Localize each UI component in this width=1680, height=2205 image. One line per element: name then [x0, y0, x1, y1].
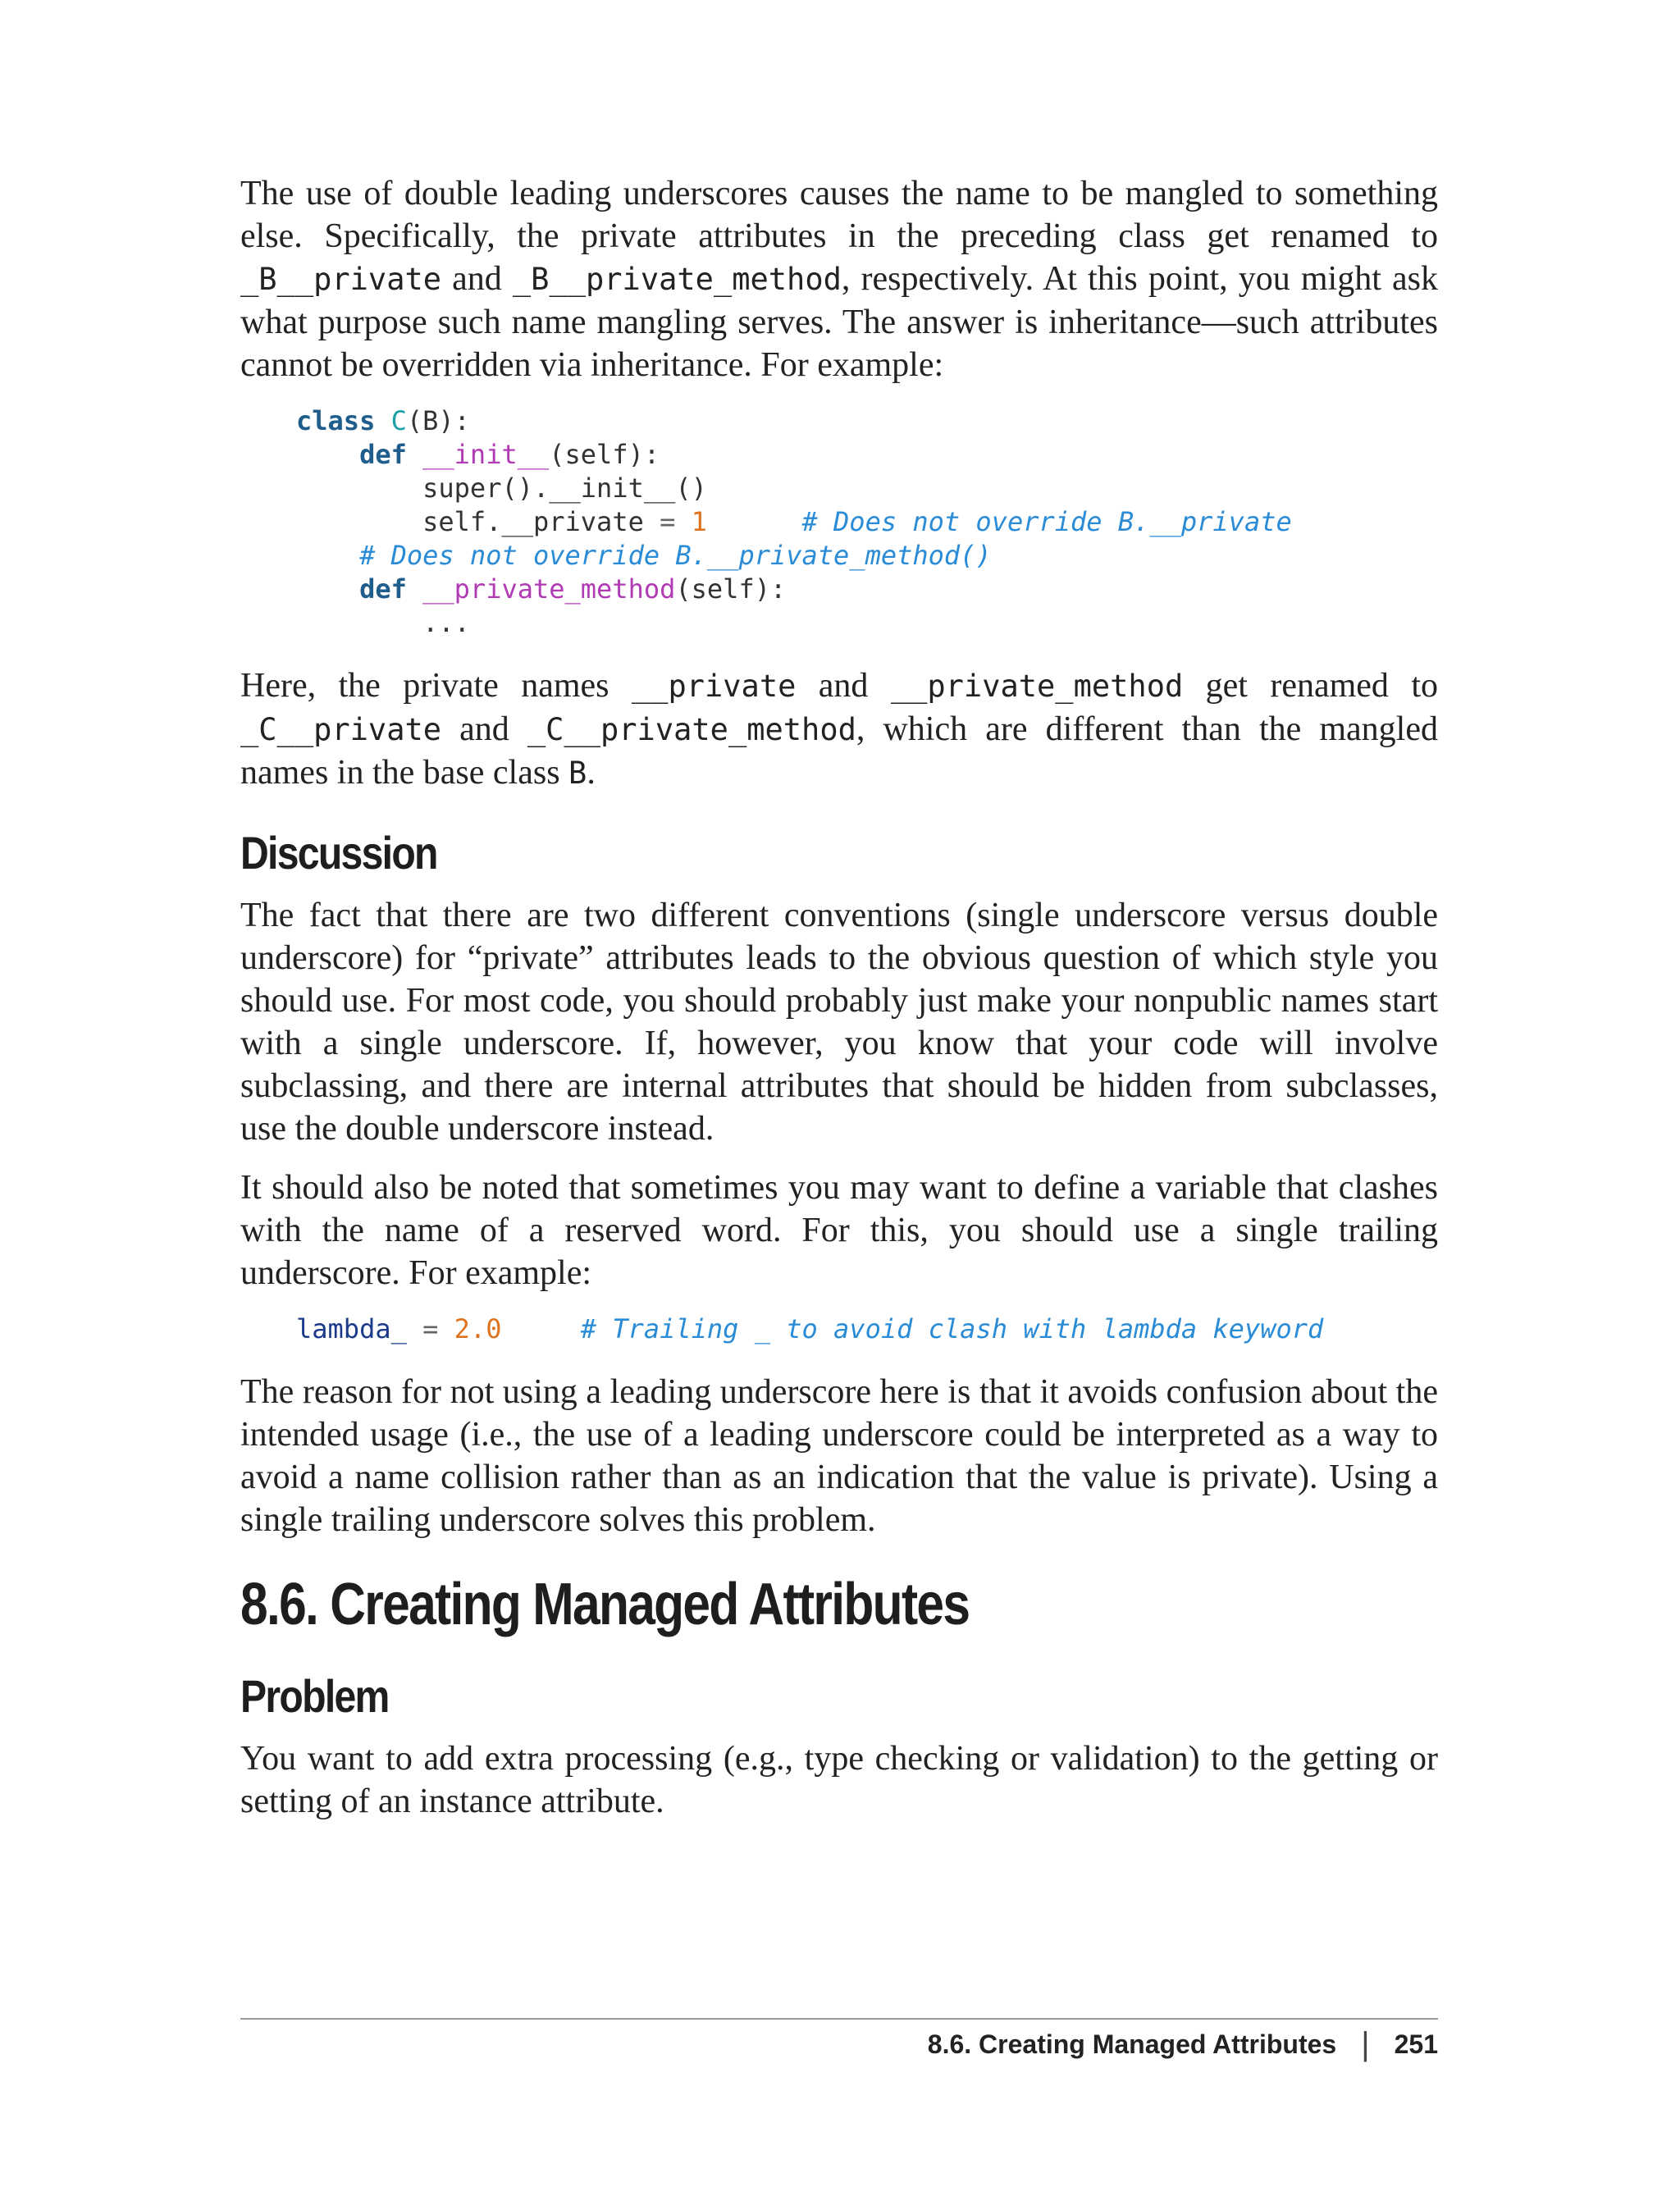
code-text: ... [422, 607, 470, 638]
paragraph-name-mangling [240, 172, 1438, 386]
text: and [441, 710, 527, 748]
code-comment: # Trailing _ to avoid clash with lambda keyword [580, 1313, 1324, 1344]
footer-section-title: 8.6. Creating Managed Attributes [927, 2029, 1337, 2059]
text: and [441, 260, 513, 298]
code-block-class-c [296, 404, 1438, 640]
text: Here, the private names [240, 667, 632, 705]
text: The use of double leading underscores causes the name to be mangled to something else. Specifically, the private attributes in the preceding class get renamed to [240, 175, 1438, 255]
code-keyword: def [359, 573, 407, 605]
code-text: (self): [675, 573, 787, 605]
heading-chapter-8-6: 8.6. Creating Managed Attributes [240, 1572, 970, 1637]
code-block-lambda [296, 1312, 1438, 1346]
inline-code: _B__private_method [512, 262, 842, 297]
text: get renamed to [1183, 667, 1438, 705]
code-text: self.__private [422, 506, 660, 537]
paragraph-reserved-word: It should also be noted that sometimes you may want to define a variable that clashes with the name of a reserved word. For this, you should use a single trailing underscore. For example: [240, 1169, 1438, 1292]
code-class-name: C [390, 405, 407, 436]
text: , which are different than the mangled names in the base class [240, 710, 1438, 792]
paragraph-conventions: The fact that there are two different conventions (single underscore versus double underscore) for “private” attributes leads to the obvious question of which style you should use. For most code, you should probably just make your nonpublic names start with a single underscore. If, however, you know that your code will involve subclassing, and there are internal attributes that should be hidden from subclasses, use the double underscore instead. [240, 897, 1438, 1148]
code-operator: = [660, 506, 676, 537]
code-comment: # Does not override B.__private_method() [359, 540, 992, 571]
paragraph-renamed-names [240, 664, 1438, 795]
heading-problem: Problem [240, 1670, 389, 1722]
code-text: (B): [406, 405, 470, 436]
code-keyword: def [359, 439, 407, 470]
code-function-name: __private_method [422, 573, 676, 605]
footer-rule [240, 2018, 1438, 2020]
text: . [587, 754, 596, 792]
page-number: 251 [1394, 2029, 1438, 2059]
page-footer [928, 2026, 1438, 2063]
paragraph-problem: You want to add extra processing (e.g., type checking or validation) to the getting or setting of an instance attribute. [240, 1740, 1438, 1820]
code-comment: # Does not override B.__private [801, 506, 1292, 537]
inline-code: __private [631, 669, 797, 704]
footer-separator: | [1361, 2026, 1370, 2062]
text: and [796, 667, 891, 705]
inline-code: __private_method [890, 669, 1184, 704]
code-number: 2.0 [454, 1313, 502, 1344]
code-keyword: class [296, 405, 376, 436]
inline-code: B [568, 756, 587, 791]
code-function-name: __init__ [422, 439, 550, 470]
code-variable: lambda_ [296, 1313, 407, 1344]
heading-discussion: Discussion [240, 827, 437, 879]
paragraph-trailing-underscore: The reason for not using a leading underscore here is that it avoids confusion about the intended usage (i.e., the use of a leading underscore could be interpreted as a way to avoid a name collision rather than as an indication that the value is private). Using a single trailing underscore solves this problem. [240, 1373, 1438, 1539]
inline-code: _C__private_method [527, 712, 856, 747]
inline-code: _B__private [240, 262, 442, 297]
code-operator: = [422, 1313, 439, 1344]
inline-code: _C__private [240, 712, 442, 747]
code-text: (self): [549, 439, 660, 470]
code-text: super().__init__() [422, 472, 707, 504]
text: , respectively. At this point, you might ask what purpose such name mangling serves. The answer is inheritance—such attributes cannot be overridden via inheritance. For example: [240, 260, 1438, 384]
code-number: 1 [691, 506, 707, 537]
page-content [240, 172, 1438, 1839]
